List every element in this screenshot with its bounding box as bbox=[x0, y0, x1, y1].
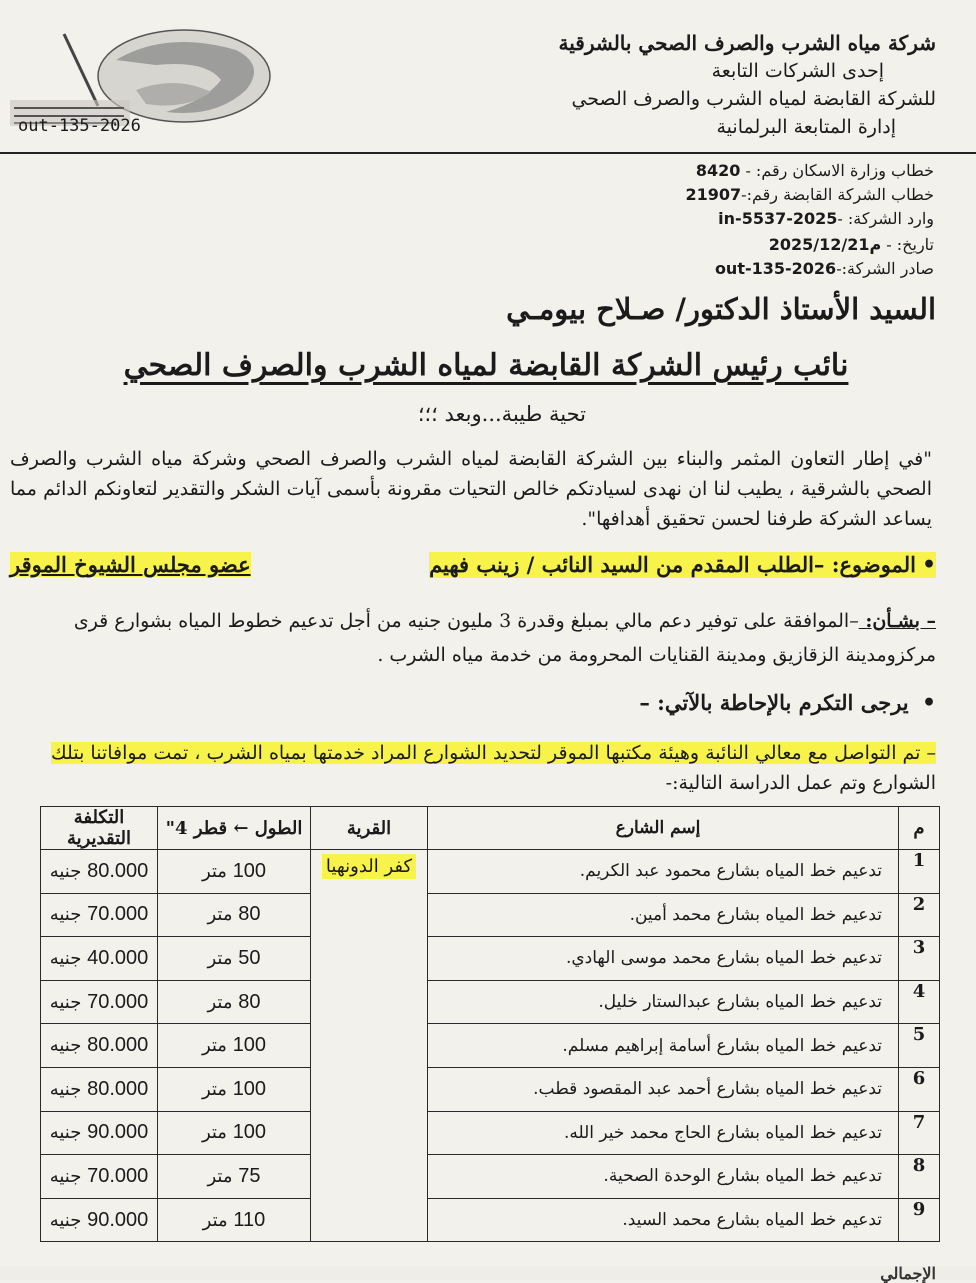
ref-date: تاريخ: - 2025/12/21م bbox=[768, 235, 934, 254]
row-street: تدعيم خط المياه بشارع الحاج محمد خير الله. bbox=[428, 1111, 899, 1155]
intro-paragraph: "في إطار التعاون المثمر والبناء بين الشركة القابضة لمياه الشرب والصرف الصحي وشركة مياه الشرب والصرف الصحي بالشرقية ، يطيب لنا ان نهدى لسيادتكم خالص التحيات مقرونة بأسمى آيات الشكر والتقدير لتعاونكم الدائم مما يساعد الشركة طرفنا لحسن تحقيق أهدافها". bbox=[10, 448, 932, 530]
bullet-icon: • bbox=[921, 690, 936, 716]
ref-holding: خطاب الشركة القابضة رقم:-21907 bbox=[685, 185, 934, 204]
table-row bbox=[41, 1067, 940, 1111]
company-name: شركة مياه الشرب والصرف الصحي بالشرقية bbox=[558, 31, 936, 55]
row-street: تدعيم خط المياه بشارع الوحدة الصحية. bbox=[428, 1155, 899, 1199]
row-cost: 90.000 جنيه bbox=[41, 1111, 158, 1155]
row-cost: 80.000 جنيه bbox=[41, 1067, 158, 1111]
row-street: تدعيم خط المياه بشارع محمود عبد الكريم. bbox=[428, 850, 899, 894]
concern-label: – بشـأن: bbox=[858, 610, 936, 632]
row-num: 5 bbox=[899, 1024, 940, 1068]
village-cell bbox=[311, 850, 428, 1242]
affiliate-line: إحدى الشركات التابعة bbox=[711, 60, 884, 82]
table-row bbox=[41, 893, 940, 937]
village-name: كفر الدونهيا bbox=[322, 854, 416, 879]
row-street: تدعيم خط المياه بشارع عبدالستار خليل. bbox=[428, 980, 899, 1024]
row-length: 75 متر bbox=[158, 1155, 311, 1199]
bullet-icon: • bbox=[921, 552, 936, 578]
greeting: تحية طيبة...وبعد ؛؛؛ bbox=[417, 402, 586, 426]
concern-paragraph bbox=[10, 604, 936, 672]
row-length: 80 متر bbox=[158, 980, 311, 1024]
row-cost: 80.000 جنيه bbox=[41, 1024, 158, 1068]
row-cost: 70.000 جنيه bbox=[41, 1155, 158, 1199]
row-cost: 40.000 جنيه bbox=[41, 937, 158, 981]
table-row bbox=[41, 980, 940, 1024]
subject-member: عضو مجلس الشيوخ الموقر bbox=[10, 552, 251, 577]
table-row bbox=[41, 1198, 940, 1242]
subject-text: الموضوع: –الطلب المقدم من السيد النائب / زينب فهيم bbox=[429, 552, 916, 577]
row-street: تدعيم خط المياه بشارع محمد أمين. bbox=[428, 893, 899, 937]
row-num: 1 bbox=[899, 850, 940, 894]
row-num: 6 bbox=[899, 1067, 940, 1111]
please-note: • يرجى التكرم بالإحاطة بالآتي: – bbox=[639, 690, 936, 716]
row-cost: 70.000 جنيه bbox=[41, 980, 158, 1024]
contact-highlighted: – تم التواصل مع معالي النائبة وهيئة مكتبها الموقر لتحديد الشوارع المراد خدمتها بمياه الشرب ، تمت موافاتنا بتلك bbox=[51, 742, 936, 764]
table-row bbox=[41, 1155, 940, 1199]
row-length: 100 متر bbox=[158, 1024, 311, 1068]
concern-text: –الموافقة على توفير دعم مالي بمبلغ وقدرة 3 مليون جنيه من أجل تدعيم خطوط المياه بشوارع قرى مركزومدينة الزقازيق ومدينة القنايات المحرومة من خدمة مياه الشرب . bbox=[73, 610, 936, 666]
row-num: 8 bbox=[899, 1155, 940, 1199]
row-num: 3 bbox=[899, 937, 940, 981]
row-num: 2 bbox=[899, 893, 940, 937]
footer-cut-text: الإجمالي bbox=[880, 1264, 936, 1283]
row-length: 100 متر bbox=[158, 1111, 311, 1155]
row-street: تدعيم خط المياه بشارع أحمد عبد المقصود قطب. bbox=[428, 1067, 899, 1111]
outgoing-ref-stamp: out-135-2026 bbox=[18, 116, 141, 136]
addressee-title: نائب رئيس الشركة القابضة لمياه الشرب والصرف الصحي bbox=[123, 348, 849, 383]
subject-line bbox=[10, 552, 936, 584]
department-line: إدارة المتابعة البرلمانية bbox=[716, 116, 896, 138]
ref-ministry: خطاب وزارة الاسكان رقم: - 8420 bbox=[695, 161, 934, 180]
header-street: إسم الشارع bbox=[428, 807, 899, 850]
contact-rest: الشوارع وتم عمل الدراسة التالية:- bbox=[665, 772, 936, 794]
row-street: تدعيم خط المياه بشارع محمد موسى الهادي. bbox=[428, 937, 899, 981]
header-rule bbox=[0, 152, 976, 154]
header-length: الطول ← قطر 4" bbox=[158, 807, 311, 850]
row-num: 7 bbox=[899, 1111, 940, 1155]
header-num: م bbox=[899, 807, 940, 850]
row-length: 110 متر bbox=[158, 1198, 311, 1242]
header-village: القرية bbox=[311, 807, 428, 850]
table-row bbox=[41, 1024, 940, 1068]
contact-paragraph bbox=[10, 738, 936, 798]
page-cut-edge bbox=[0, 1266, 976, 1280]
row-num: 9 bbox=[899, 1198, 940, 1242]
row-cost: 70.000 جنيه bbox=[41, 893, 158, 937]
table-row bbox=[41, 937, 940, 981]
row-length: 80 متر bbox=[158, 893, 311, 937]
table-row bbox=[41, 1111, 940, 1155]
row-cost: 90.000 جنيه bbox=[41, 1198, 158, 1242]
addressee-name: السيد الأستاذ الدكتور/ صـلاح بيومـي bbox=[506, 292, 936, 326]
table-header-row bbox=[41, 807, 940, 850]
row-street: تدعيم خط المياه بشارع محمد السيد. bbox=[428, 1198, 899, 1242]
holding-line: للشركة القابضة لمياه الشرب والصرف الصحي bbox=[571, 88, 936, 110]
streets-table bbox=[40, 806, 940, 1242]
row-num: 4 bbox=[899, 980, 940, 1024]
ref-incoming: وارد الشركة: -in-5537-2025 bbox=[718, 209, 934, 228]
header-cost: التكلفة التقديرية bbox=[41, 807, 158, 850]
table-row bbox=[41, 850, 940, 894]
row-length: 100 متر bbox=[158, 1067, 311, 1111]
ref-outgoing: صادر الشركة:-out-135-2026 bbox=[714, 259, 934, 278]
row-cost: 80.000 جنيه bbox=[41, 850, 158, 894]
row-length: 50 متر bbox=[158, 937, 311, 981]
row-length: 100 متر bbox=[158, 850, 311, 894]
row-street: تدعيم خط المياه بشارع أسامة إبراهيم مسلم. bbox=[428, 1024, 899, 1068]
